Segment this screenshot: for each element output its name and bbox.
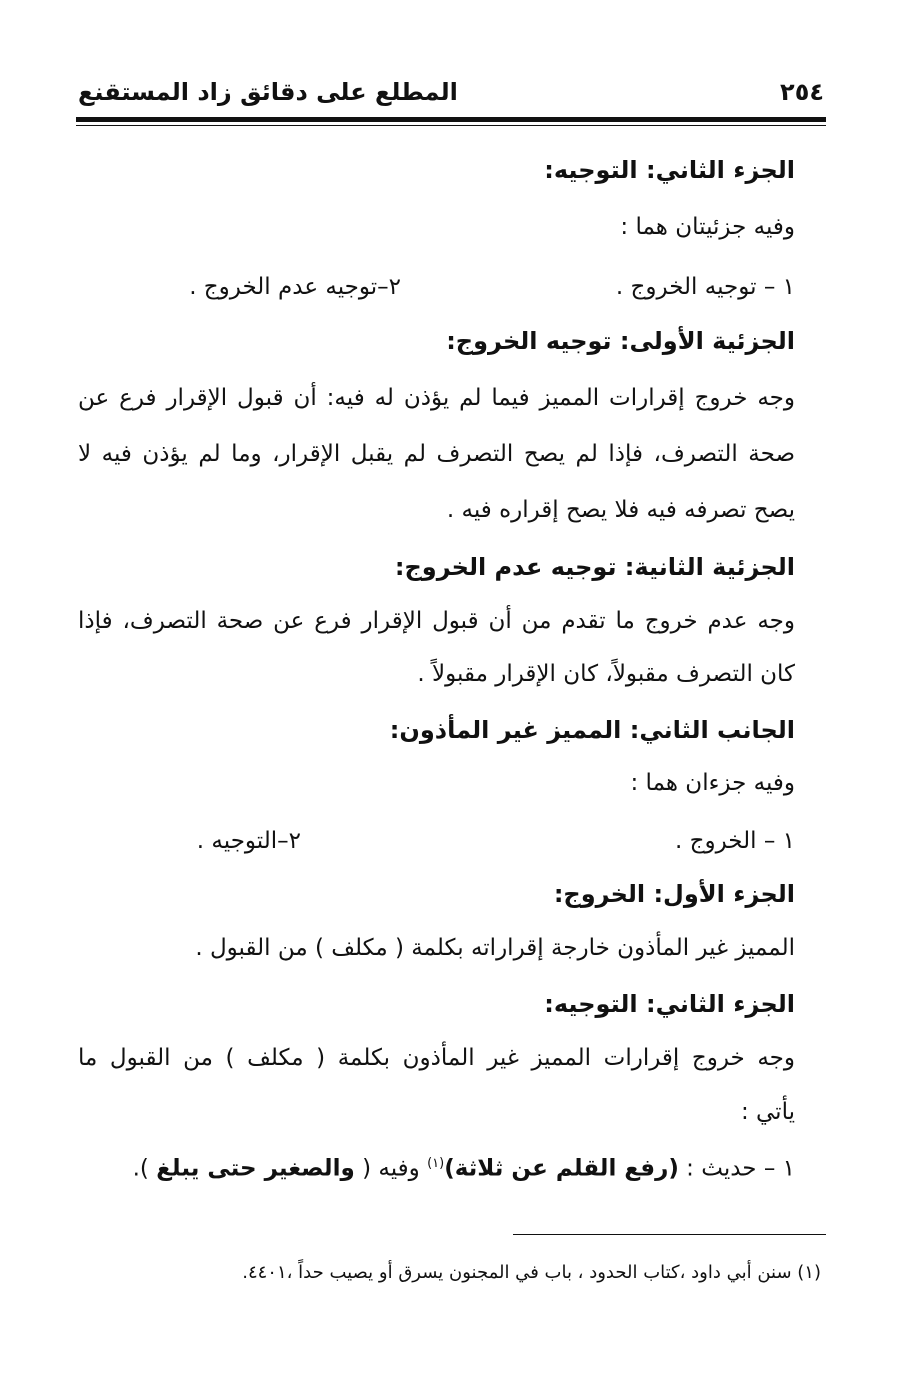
heading-second-subpart: الجزئية الثانية: توجيه عدم الخروج: [394, 553, 795, 581]
paragraph-5: المميز غير المأذون خارجة إقراراته بكلمة ( مكلف ) من القبول . [195, 935, 795, 961]
heading-second-side: الجانب الثاني: المميز غير المأذون: [389, 716, 795, 744]
paragraph-6-line-2: يأتي : [740, 1099, 795, 1125]
paragraph-7-hadith [133, 1146, 795, 1187]
paragraph-3-line-2: كان التصرف مقبولاً، كان الإقرار مقبولاً . [417, 661, 795, 687]
paragraph-6-line-1: وجه خروج إقرارات المميز غير المأذون بكلمة ( مكلف ) من القبول ما [78, 1045, 795, 1071]
hadith-quote-1: (رفع القلم عن ثلاثة) [444, 1155, 679, 1182]
hadith-end: ). [132, 1155, 149, 1182]
running-title: المطلع على دقائق زاد المستقنع [78, 78, 458, 106]
paragraph-2-line-2: صحة التصرف، فإذا لم يصح التصرف لم يقبل الإقرار، وما لم يؤذن فيه لا [78, 441, 795, 467]
list-item-1b: ٢–توجيه عدم الخروج . [189, 274, 401, 300]
footnote-1: (١) سنن أبي داود ،كتاب الحدود ، باب في المجنون يسرق أو يصيب حداً ،٤٤٠١. [242, 1262, 821, 1283]
hadith-quote-2: والصغير حتى يبلغ [156, 1155, 355, 1182]
paragraph-2-line-3: يصح تصرفه فيه فلا يصح إقراره فيه . [446, 497, 795, 523]
list-item-2b: ٢–التوجيه . [196, 828, 301, 854]
heading-first-subpart: الجزئية الأولى: توجيه الخروج: [446, 327, 795, 355]
hadith-mid: وفيه ( [362, 1155, 420, 1182]
paragraph-3-line-1: وجه عدم خروج ما تقدم من أن قبول الإقرار فرع عن صحة التصرف، فإذا [78, 608, 795, 634]
list-item-1a: ١ – توجيه الخروج . [615, 274, 795, 300]
hadith-prefix: ١ – حديث : [686, 1155, 795, 1182]
footnote-separator [513, 1234, 826, 1235]
header-rule-thick [76, 117, 826, 122]
page-number: ٢٥٤ [780, 78, 824, 106]
paragraph-intro-1: وفيه جزئيتان هما : [620, 214, 795, 240]
heading-part-two-guidance-2: الجزء الثاني: التوجيه: [544, 990, 795, 1018]
page-header [78, 78, 824, 118]
paragraph-2-line-1: وجه خروج إقرارات المميز فيما لم يؤذن له فيه: أن قبول الإقرار فرع عن [78, 385, 795, 411]
list-item-2a: ١ – الخروج . [675, 828, 795, 854]
header-rule-thin [76, 125, 826, 126]
heading-part-two-guidance: الجزء الثاني: التوجيه: [544, 156, 795, 184]
paragraph-intro-2: وفيه جزءان هما : [630, 770, 795, 796]
heading-part-one-exit: الجزء الأول: الخروج: [553, 880, 795, 908]
footnote-ref[interactable]: (١) [427, 1156, 445, 1171]
